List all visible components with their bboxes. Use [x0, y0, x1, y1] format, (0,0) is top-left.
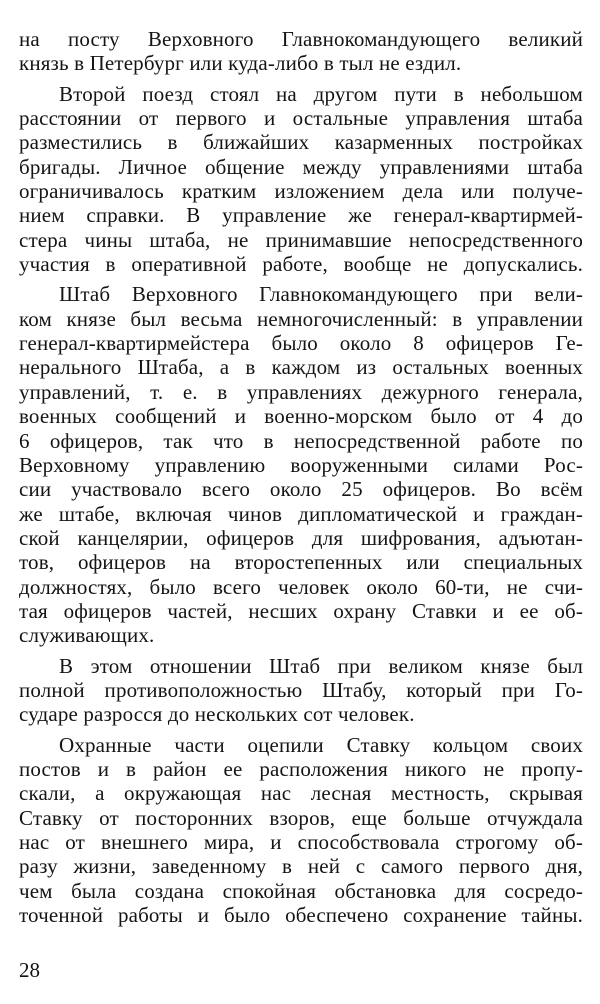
page-number: 28 — [19, 958, 40, 982]
text-line: чем была создана спокойная обстановка для сосредо- — [19, 878, 583, 903]
text-line: должностях, было всего человек около 60-ти, не счи- — [19, 574, 583, 599]
text-line: князь в Петербург или куда-либо в тыл не ездил. — [19, 51, 462, 76]
text-line: полной противоположностью Штабу, который при Го- — [19, 677, 583, 702]
text-line: сии участвовало всего около 25 офицеров. Во всём — [19, 477, 583, 502]
text-line: Второй поезд стоял на другом пути в небольшом — [59, 81, 583, 106]
text-line: тая офицеров частей, несших охрану Ставки и ее об- — [19, 598, 583, 623]
text-line: служивающих. — [19, 623, 155, 648]
text-line: 6 офицеров, так что в непосредственной работе по — [19, 428, 583, 453]
paragraph-2 — [19, 82, 583, 277]
text-line: нас от внешнего мира, и способствовала строгому об- — [19, 830, 583, 854]
text-line: В этом отношении Штаб при великом князе был — [59, 653, 583, 678]
text-line: на посту Верховного Главнокомандующего великий — [19, 27, 583, 51]
text-line: Охранные части оцепили Ставку кольцом своих — [59, 732, 583, 757]
text-line: ограничивалось кратким изложением дела или получе- — [19, 179, 583, 204]
text-line: нерального Штаба, а в каждом из остальных военных — [19, 355, 583, 380]
text-line: расстоянии от первого и остальные управления штаба — [19, 106, 583, 131]
text-line: генерал-квартирмейстера было около 8 офицеров Ге- — [19, 331, 583, 356]
text-line: Верховному управлению вооруженными силами Рос- — [19, 452, 583, 477]
text-line: тов, офицеров на второстепенных или специальных — [19, 550, 583, 575]
text-line: ской канцелярии, офицеров для шифрования, адъютан- — [19, 525, 583, 550]
text-line: сударе разросся до нескольких сот человек. — [19, 702, 415, 727]
text-line: бригады. Личное общение между управлениями штаба — [19, 154, 583, 179]
text-line: разу жизни, заведенному в ней с самого первого дня, — [19, 854, 583, 879]
text-line: точенной работы и было обеспечено сохранение тайны. — [19, 903, 583, 928]
paragraph-1 — [19, 27, 583, 76]
text-line: ком князе был весьма немногочисленный: в управлении — [19, 306, 583, 331]
text-line: постов и в район ее расположения никого не пропу- — [19, 756, 583, 781]
paragraph-4 — [19, 654, 583, 727]
text-line: управлений, т. е. в управлениях дежурного генерала, — [19, 379, 583, 404]
text-line: стера чины штаба, не принимавшие непосредственного — [19, 227, 583, 252]
paragraph-5 — [19, 733, 583, 928]
body-text — [19, 27, 583, 927]
text-line: военных сообщений и военно-морском было от 4 до — [19, 404, 583, 429]
paragraph-3 — [19, 282, 583, 647]
text-line: же штабе, включая чинов дипломатической и граждан- — [19, 501, 583, 526]
text-line: скали, а окружающая нас лесная местность, скрывая — [19, 781, 583, 806]
text-line: участия в оперативной работе, вообще не допускались. — [19, 252, 583, 277]
text-line: Штаб Верховного Главнокомандующего при вели- — [59, 282, 583, 307]
text-line: нием справки. В управление же генерал-квартирмей- — [19, 203, 583, 228]
text-line: Ставку от посторонних взоров, еще больше отчуждала — [19, 805, 583, 830]
text-line: разместились в ближайших казарменных постройках — [19, 130, 583, 155]
